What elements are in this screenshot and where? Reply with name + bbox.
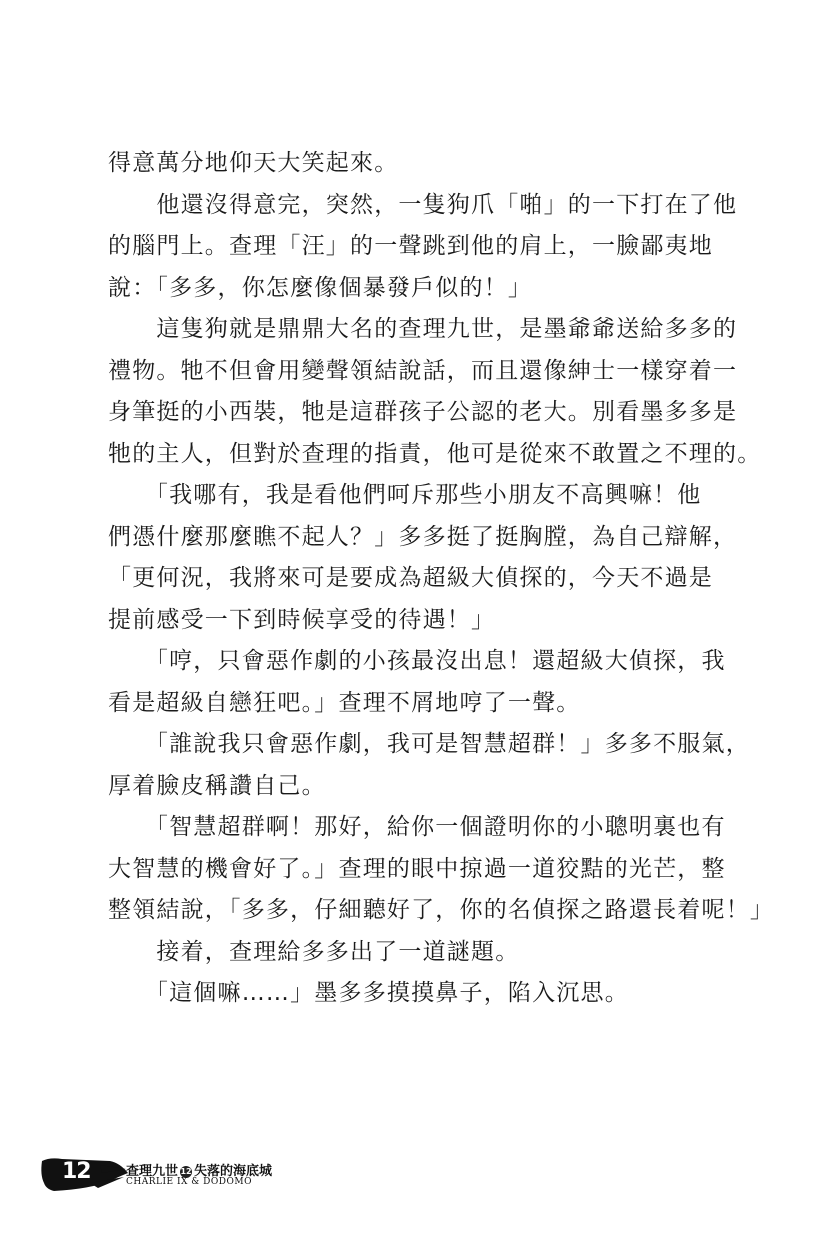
paragraph-line: 「智慧超群啊！那好，給你一個證明你的小聰明裏也有 <box>108 814 726 840</box>
paragraph-line: 他還沒得意完，突然，一隻狗爪「啪」的一下打在了他 <box>108 191 738 218</box>
paragraph-line: 「更何況，我將來可是要成為超級大偵探的，今天不過是 <box>108 565 713 591</box>
paragraph-line: 「哼，只會惡作劇的小孩最沒出息！還超級大偵探，我 <box>108 648 726 674</box>
book-title: 失落的海底城 <box>194 1164 273 1179</box>
paragraph-line: 這隻狗就是鼎鼎大名的查理九世，是墨爺爺送給多多的 <box>108 316 738 342</box>
series-subtitle: CHARLIE IX & DODOMO <box>126 1177 252 1187</box>
paragraph-line: 的腦門上。查理「汪」的一聲跳到他的肩上，一臉鄙夷地 <box>108 233 713 259</box>
paragraph-line: 「我哪有，我是看他們呵斥那些小朋友不高興嘛！他 <box>108 482 702 508</box>
paragraph-line: 提前感受一下到時候享受的待遇！」 <box>108 606 496 633</box>
paragraph-line: 們憑什麼那麼瞧不起人？」多多挺了挺胸膛，為自己辯解， <box>108 523 738 550</box>
paragraph-line: 接着，查理給多多出了一道謎題。 <box>108 938 520 965</box>
paragraph-line: 大智慧的機會好了。」查理的眼中掠過一道狡黠的光芒，整 <box>108 855 726 882</box>
paragraph-line: 「這個嘛……」墨多多摸摸鼻子，陷入沉思。 <box>108 980 629 1006</box>
paragraph-line: 得意萬分地仰天大笑起來。 <box>108 150 399 176</box>
page-body <box>108 143 775 1015</box>
paragraph-line: 「誰說我只會惡作劇，我可是智慧超群！」多多不服氣， <box>108 731 750 757</box>
paragraph-line: 身筆挺的小西裝，牠是這群孩子公認的老大。別看墨多多是 <box>108 399 738 425</box>
volume-badge: 12 <box>180 1167 192 1176</box>
paragraph-line: 禮物。牠不但會用變聲領結說話，而且還像紳士一樣穿着一 <box>108 357 738 384</box>
paragraph-line: 牠的主人，但對於查理的指責，他可是從來不敢置之不理的。 <box>108 440 762 467</box>
page-footer <box>40 1155 340 1195</box>
paragraph-line: 厚着臉皮稱讚自己。 <box>108 772 326 799</box>
paragraph-line: 說：「多多，你怎麼像個暴發戶似的！」 <box>108 274 533 301</box>
paragraph-line: 看是超級自戀狂吧。」查理不屑地哼了一聲。 <box>108 689 581 716</box>
page-number: 12 <box>62 1159 91 1184</box>
paragraph-line: 整領結說，「多多，仔細聽好了，你的名偵探之路還長着呢！」 <box>108 897 775 923</box>
series-title-main: 查理九世 <box>126 1164 179 1179</box>
